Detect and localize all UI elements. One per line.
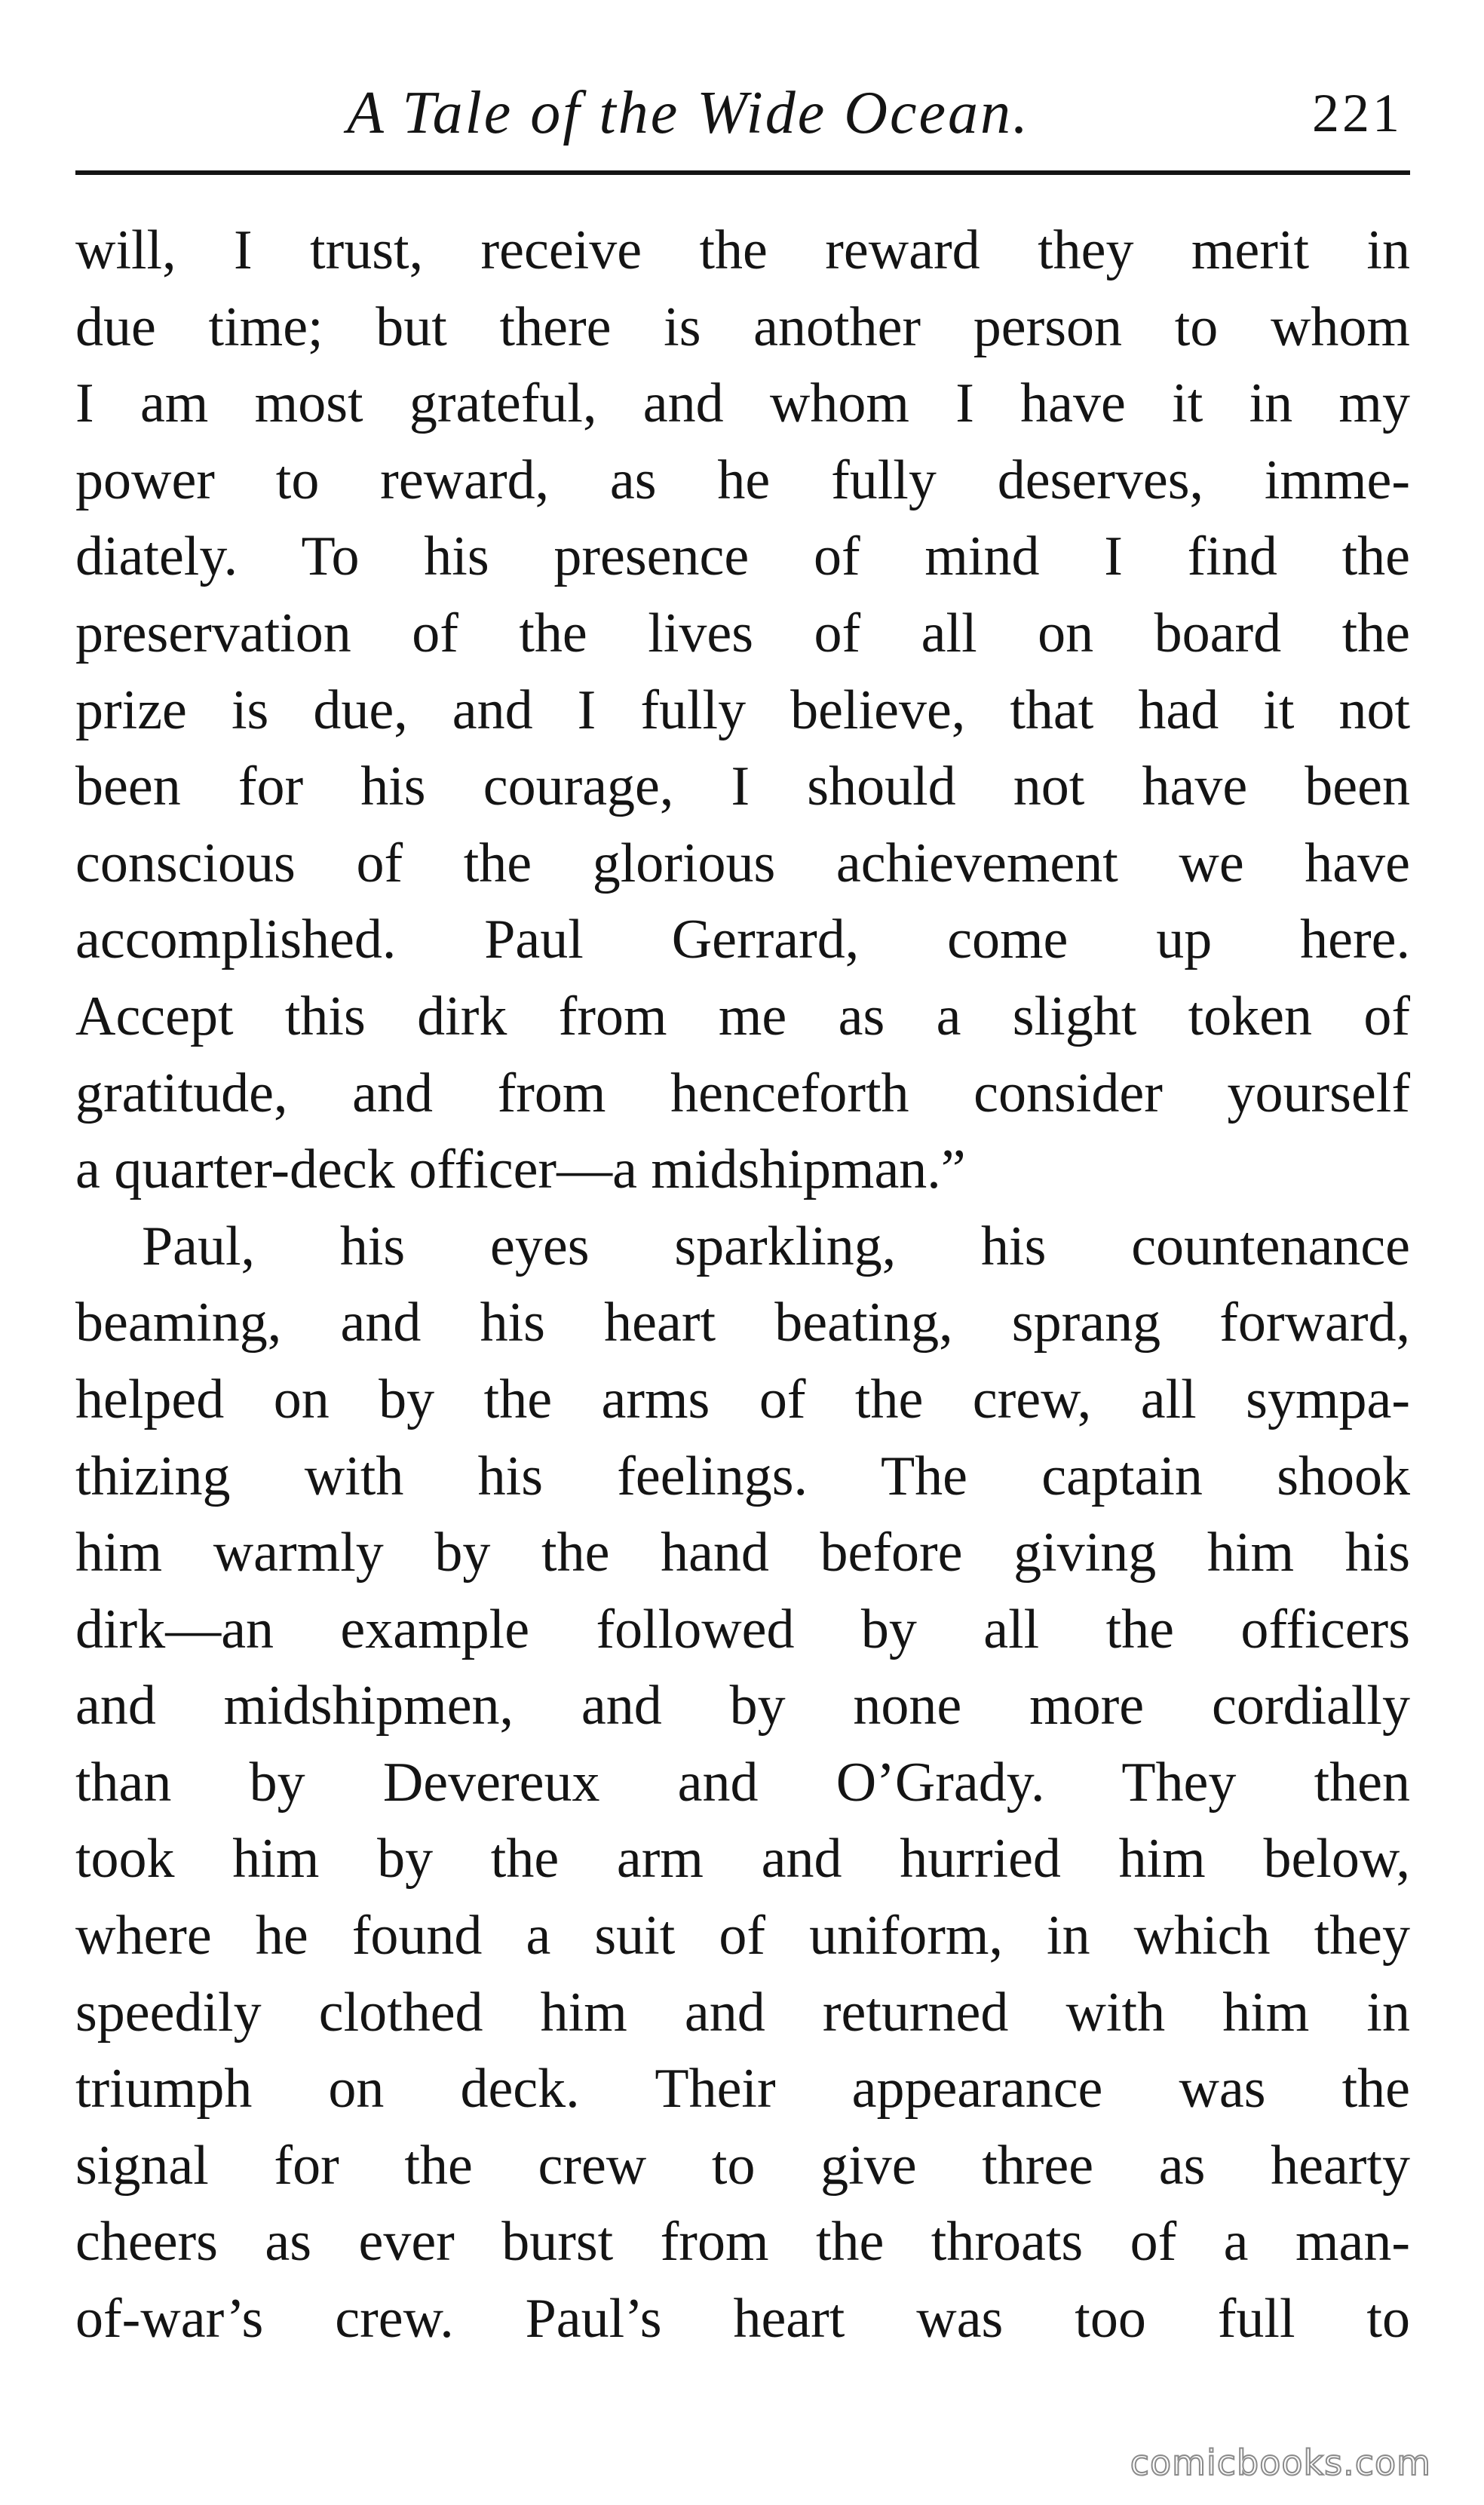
text-line: conscious of the glorious achievement we have xyxy=(75,832,1410,894)
text-line: him warmly by the hand before giving him his xyxy=(75,1522,1410,1584)
text-line: I am most grateful, and whom I have it in my xyxy=(75,373,1410,435)
text-line: triumph on deck. Their appearance was the xyxy=(75,2058,1410,2120)
text-line: due time; but there is another person to whom xyxy=(75,296,1410,358)
text-line: preservation of the lives of all on board the xyxy=(75,602,1410,664)
text-line: of-war’s crew. Paul’s heart was too full to xyxy=(75,2288,1410,2350)
body-text xyxy=(75,213,1410,2358)
paragraph-start-line: Paul, his eyes sparkling, his countenance xyxy=(142,1215,1410,1277)
running-title: A Tale of the Wide Ocean. xyxy=(347,80,1031,146)
text-line: where he found a suit of uniform, in which they xyxy=(75,1905,1410,1967)
text-line: diately. To his presence of mind I find the xyxy=(75,526,1410,588)
header-rule xyxy=(75,170,1410,175)
page-number: 221 xyxy=(1312,83,1403,143)
text-line: been for his courage, I should not have been xyxy=(75,756,1410,818)
text-line: gratitude, and from henceforth consider yourself xyxy=(75,1062,1410,1124)
text-line: dirk—an example followed by all the officers xyxy=(75,1598,1410,1660)
text-line: cheers as ever burst from the throats of a man- xyxy=(75,2211,1410,2274)
text-line: signal for the crew to give three as hearty xyxy=(75,2134,1410,2197)
text-line: will, I trust, receive the reward they merit in xyxy=(75,219,1410,281)
text-line: Accept this dirk from me as a slight token of xyxy=(75,985,1410,1047)
text-line: helped on by the arms of the crew, all sympa- xyxy=(75,1368,1410,1430)
text-line: speedily clothed him and returned with him in xyxy=(75,1981,1410,2044)
text-line: prize is due, and I fully believe, that had it not xyxy=(75,679,1410,741)
text-line: accomplished. Paul Gerrard, come up here. xyxy=(75,909,1410,971)
text-line: took him by the arm and hurried him below, xyxy=(75,1828,1410,1890)
text-line: and midshipmen, and by none more cordially xyxy=(75,1675,1410,1737)
text-line: a quarter-deck officer—a midshipman.” xyxy=(75,1139,966,1201)
text-line: beaming, and his heart beating, sprang forward, xyxy=(75,1292,1410,1354)
text-line: power to reward, as he fully deserves, imme- xyxy=(75,449,1410,511)
text-line: than by Devereux and O’Grady. They then xyxy=(75,1751,1410,1814)
text-line: thizing with his feelings. The captain shook xyxy=(75,1445,1410,1507)
watermark: comicbooks.com xyxy=(1130,2442,1431,2483)
running-head xyxy=(75,68,1410,158)
